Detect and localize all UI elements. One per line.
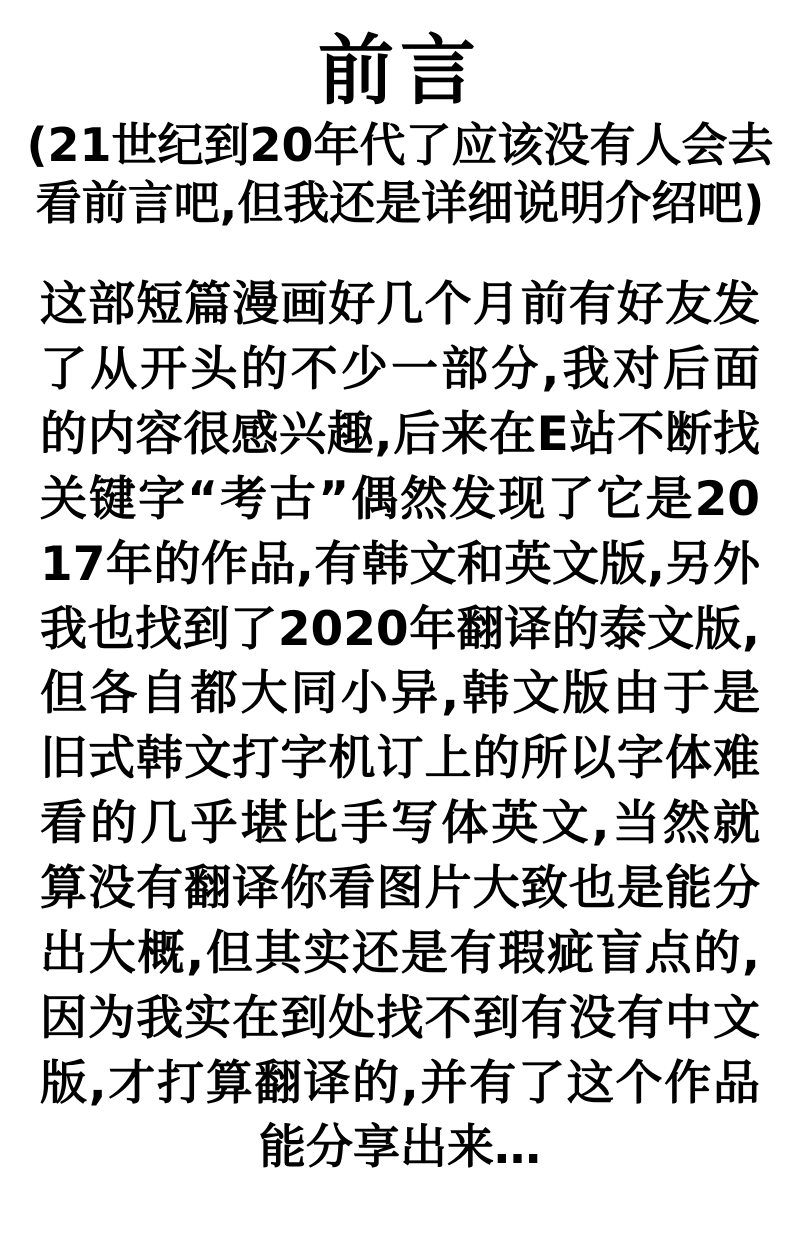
page-title: 前言 — [318, 26, 482, 115]
page-subtitle: (21世纪到20年代了应该没有人会去看前言吧,但我还是详细说明介绍吧) — [26, 117, 774, 231]
body-paragraph: 这部短篇漫画好几个月前有好友发了从开头的不少一部分,我对后面的内容很感兴趣,后来在E站不断找关键字“考古”偶然发现了它是2017年的作品,有韩文和英文版,另外我也找到了2020年翻译的泰文版,但各自都大同小异,韩文版由于是旧式韩文打字机订上的所以字体难看的几乎堪比手写体英文,当然就算没有翻译你看图片大致也是能分出大概,但其实还是有瑕疵盲点的,因为我实在到处找不到有没有中文版,才打算翻译的,并有了这个作品能分享出来… — [40, 277, 760, 1176]
